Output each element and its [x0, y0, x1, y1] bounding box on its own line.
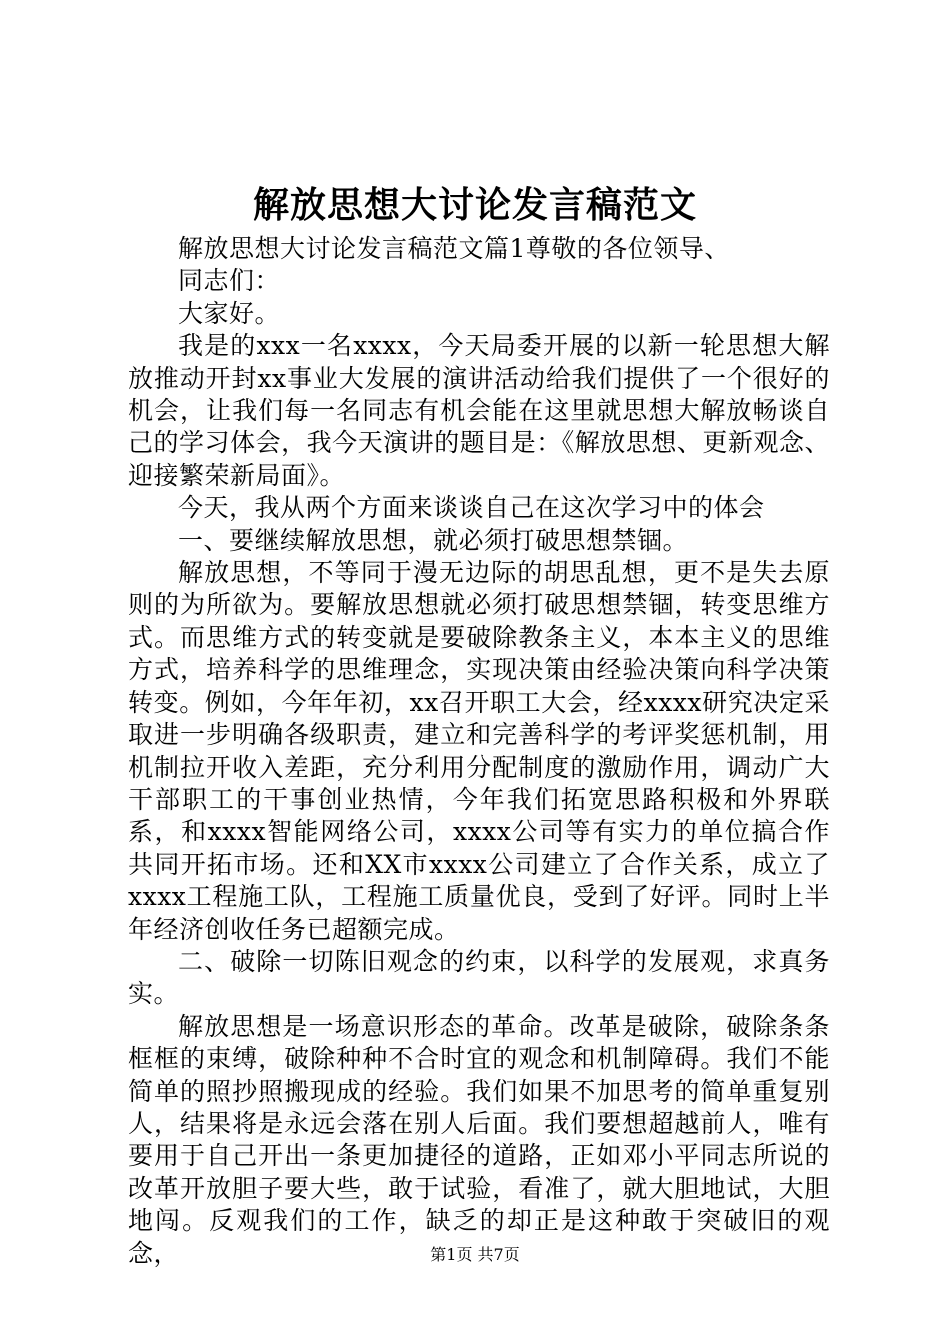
paragraph: 今天，我从两个方面来谈谈自己在这次学习中的体会: [178, 493, 765, 523]
paragraph: 一、要继续解放思想，就必须打破思想禁锢。: [178, 525, 689, 555]
paragraph: 大家好。: [178, 298, 281, 328]
document-title: 解放思想大讨论发言稿范文: [252, 184, 697, 226]
paragraph: 我是的xxx一名xxxx，今天局委开展的以新一轮思想大解放推动开封xx事业大发展的演讲活动给我们提供了一个很好的机会，让我们每一名同志有机会能在这里就思想大解放畅谈自己的学习体会，我今天演讲的题目是：《解放思想、更新观念、迎接繁荣新局面》。: [128, 331, 830, 490]
paragraph: 二、破除一切陈旧观念的约束，以科学的发展观，求真务实。: [128, 946, 830, 1009]
paragraph: 同志们：: [178, 266, 281, 296]
document-body: [128, 233, 830, 1270]
page-footer: 第1页 共7页: [430, 1245, 520, 1264]
paragraph: 解放思想是一场意识形态的革命。改革是破除，破除条条框框的束缚，破除种种不合时宜的观念和机制障碍。我们不能简单的照抄照搬现成的经验。我们如果不加思考的简单重复别人，结果将是永远会落在别人后面。我们要想超越前人，唯有要用于自己开出一条更加捷径的道路，正如邓小平同志所说的改革开放胆子要大些，敢于试验，看准了，就大胆地试，大胆地闯。反观我们的工作，缺乏的却正是这种敢于突破旧的观念，: [128, 1011, 830, 1268]
paragraph: 解放思想大讨论发言稿范文篇1尊敬的各位领导、: [178, 234, 730, 263]
paragraph: 解放思想，不等同于漫无边际的胡思乱想，更不是失去原则的为所欲为。要解放思想就必须打破思想禁锢，转变思维方式。而思维方式的转变就是要破除教条主义，本本主义的思维方式，培养科学的思维理念，实现决策由经验决策向科学决策转变。例如，今年年初，xx召开职工大会，经xxxx研究决定采取进一步明确各级职责，建立和完善科学的考评奖惩机制，用机制拉开收入差距，充分利用分配制度的激励作用，调动广大干部职工的干事创业热情，今年我们拓宽思路积极和外界联系，和xxxx智能网络公司，xxxx公司等有实力的单位搞合作共同开拓市场。还和XX市xxxx公司建立了合作关系，成立了xxxx工程施工队，工程施工质量优良，受到了好评。同时上半年经济创收任务已超额完成。: [128, 558, 830, 944]
